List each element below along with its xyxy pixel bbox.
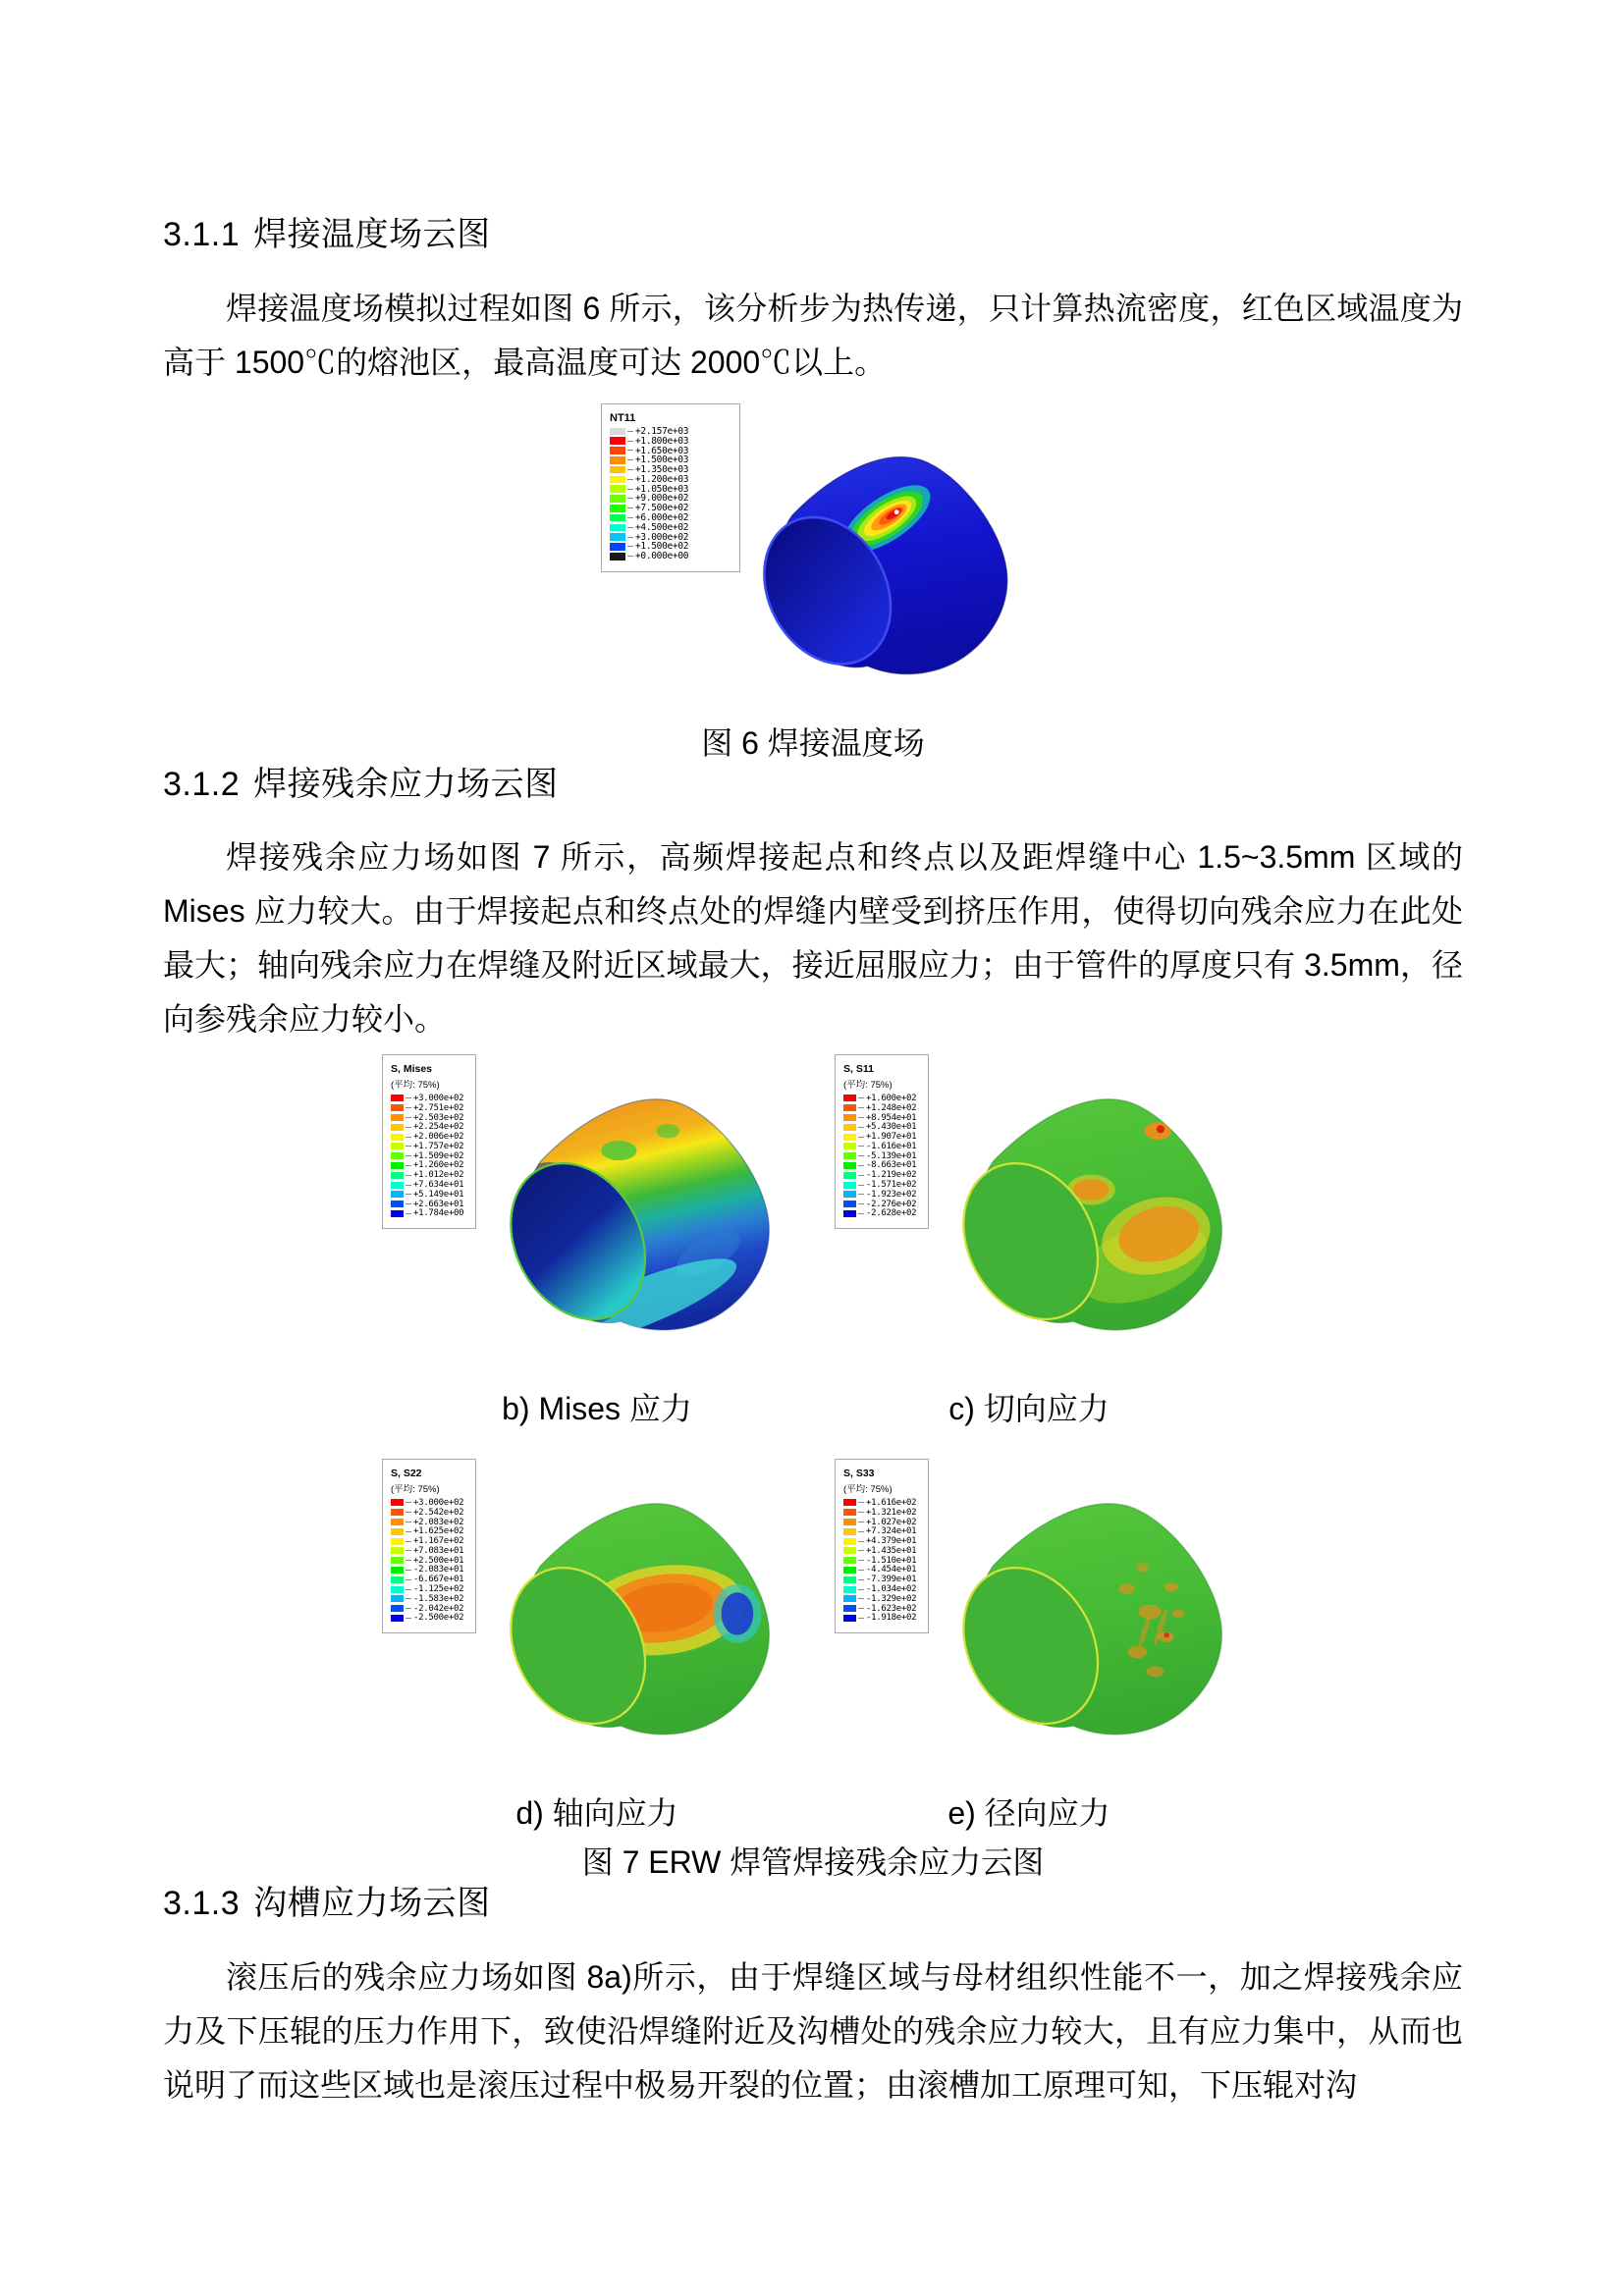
legend-swatch [610,543,625,551]
legend-swatch [610,437,625,445]
figure-6-caption: 图 6 焊接温度场 [701,724,925,761]
legend-value: +2.006e+02 [413,1132,464,1143]
legend-entry [391,1614,467,1624]
legend-swatch [610,495,625,503]
subfigure-labels-row-2 [381,1789,1245,1834]
legend-swatch [610,524,625,532]
legend-value: +1.800e+03 [635,435,689,447]
tangential-stress-pipe-image [935,1076,1244,1361]
legend-swatch [391,1182,404,1189]
legend-value: +1.600e+02 [866,1093,917,1103]
panel-mises [382,1054,791,1361]
legend-entry [391,1094,467,1103]
legend-swatch [391,1104,404,1111]
legend-subtitle: (平均: 75%) [843,1484,893,1495]
legend-swatch [843,1538,856,1545]
legend-value: -4.454e+01 [866,1565,917,1575]
legend-swatch [391,1191,404,1198]
legend-entry [391,1546,467,1556]
legend-swatch [391,1114,404,1121]
legend-swatch [843,1595,856,1602]
subfigure-labels-row-1 [381,1384,1245,1429]
legend-entry [391,1498,467,1508]
section-number: 3.1.1 [163,216,241,253]
legend-swatch [843,1191,856,1198]
legend-subtitle: (平均: 75%) [843,1080,893,1091]
legend-value: +1.907e+01 [866,1132,917,1143]
legend-entry [391,1190,467,1200]
legend-value: +2.751e+02 [413,1102,464,1113]
legend-swatch [843,1557,856,1564]
legend-value: +1.435e+01 [866,1545,917,1556]
legend-swatch [391,1152,404,1159]
legend-entry [843,1518,920,1527]
legend-swatch [843,1210,856,1217]
legend-value: +1.260e+02 [413,1160,464,1171]
section-heading-3-1-1 [163,214,1463,256]
legend-entry [843,1200,920,1209]
legend-swatch [391,1134,404,1141]
subfigure-label-b: b) Mises 应力 [502,1391,692,1426]
legend-swatch [843,1528,856,1535]
legend-value: -2.042e+02 [413,1603,464,1614]
legend-entry [843,1132,920,1142]
legend-entry [843,1113,920,1123]
legend-value: +2.254e+02 [413,1122,464,1133]
legend-swatch [843,1509,856,1516]
legend-rows [610,427,731,561]
legend-swatch [610,456,625,464]
legend-value: -1.329e+02 [866,1593,917,1604]
section-title: 沟槽应力场云图 [253,1885,491,1922]
panel-s22 [382,1459,791,1765]
legend-value: +9.000e+02 [635,493,689,505]
legend-swatch [391,1499,404,1506]
legend-entry [391,1161,467,1171]
legend-entry [391,1594,467,1604]
legend-value: +2.083e+02 [413,1517,464,1527]
section-heading-3-1-2 [163,764,1463,806]
section-title: 焊接残余应力场云图 [253,765,559,803]
legend-rows [391,1498,467,1623]
legend-value: +7.083e+01 [413,1545,464,1556]
legend-entry [391,1103,467,1113]
legend-swatch [843,1134,856,1141]
legend-entry [391,1556,467,1566]
legend-entry [843,1614,920,1624]
legend-entry [843,1566,920,1575]
legend-swatch [843,1499,856,1506]
legend-swatch [391,1143,404,1149]
legend-value: +1.509e+02 [413,1150,464,1161]
s33-legend [835,1459,929,1633]
legend-swatch [843,1201,856,1207]
legend-swatch [391,1528,404,1535]
legend-value: -5.139e+01 [866,1150,917,1161]
nt11-legend [601,403,740,572]
legend-swatch [391,1547,404,1554]
legend-entry [843,1190,920,1200]
legend-value: +1.350e+03 [635,464,689,476]
legend-subtitle: (平均: 75%) [391,1484,440,1495]
legend-value: +5.149e+01 [413,1189,464,1200]
legend-value: +8.954e+01 [866,1112,917,1123]
legend-swatch [610,428,625,436]
legend-value: -1.623e+02 [866,1603,917,1614]
mises-legend [382,1054,476,1229]
legend-swatch [843,1162,856,1169]
legend-swatch [843,1567,856,1574]
legend-value: +7.500e+02 [635,503,689,514]
legend-value: -1.918e+02 [866,1613,917,1624]
s11-legend [835,1054,929,1229]
legend-value: +4.379e+01 [866,1536,917,1547]
legend-value: +4.500e+02 [635,521,689,533]
legend-swatch [843,1615,856,1622]
legend-title: S, S22 [391,1468,422,1479]
legend-entry [391,1508,467,1518]
legend-swatch [610,533,625,541]
panel-s11 [835,1054,1244,1361]
legend-entry [391,1151,467,1161]
legend-swatch [391,1519,404,1525]
legend-entry [391,1142,467,1151]
legend-subtitle: (平均: 75%) [391,1080,440,1091]
legend-swatch [610,514,625,522]
section-heading-3-1-3 [163,1883,1463,1925]
legend-swatch [391,1605,404,1612]
legend-swatch [843,1104,856,1111]
legend-rows [843,1094,920,1218]
legend-entry [843,1604,920,1614]
legend-swatch [391,1172,404,1179]
legend-swatch [391,1509,404,1516]
legend-swatch [391,1615,404,1622]
legend-swatch [391,1201,404,1207]
legend-rows [391,1094,467,1218]
legend-title: S, Mises [391,1063,433,1075]
legend-entry [843,1546,920,1556]
legend-entry [391,1604,467,1614]
legend-value: -1.571e+02 [866,1180,917,1191]
section-number: 3.1.3 [163,1885,241,1922]
legend-swatch [391,1567,404,1574]
legend-value: +1.500e+02 [635,541,689,553]
legend-value: +1.321e+02 [866,1507,917,1518]
legend-entry [843,1209,920,1219]
legend-value: +3.000e+02 [635,531,689,543]
legend-swatch [843,1095,856,1101]
legend-swatch [843,1519,856,1525]
legend-swatch [610,485,625,493]
legend-swatch [391,1538,404,1545]
legend-swatch [391,1095,404,1101]
legend-entry [391,1575,467,1584]
legend-value: +0.000e+00 [635,551,689,562]
legend-entry [391,1518,467,1527]
figure-7 [163,1054,1463,1883]
legend-entry [391,1113,467,1123]
subfigure-label-c: c) 切向应力 [948,1391,1110,1426]
body-paragraph-1: 焊接温度场模拟过程如图 6 所示，该分析步为热传递，只计算热流密度，红色区域温度为高于 1500℃的熔池区，最高温度可达 2000℃以上。 [163,290,1463,380]
legend-value: +6.000e+02 [635,512,689,524]
legend-value: -2.083e+01 [413,1565,464,1575]
legend-entry [391,1526,467,1536]
legend-entry [843,1122,920,1132]
legend-swatch [843,1547,856,1554]
legend-entry [391,1170,467,1180]
legend-value: -8.663e+01 [866,1160,917,1171]
legend-value: +7.324e+01 [866,1526,917,1537]
legend-entry [843,1142,920,1151]
mises-stress-pipe-image [482,1076,791,1361]
legend-swatch [843,1124,856,1131]
legend-value: +2.542e+02 [413,1507,464,1518]
legend-swatch [391,1210,404,1217]
legend-value: +7.634e+01 [413,1180,464,1191]
legend-entry [391,1122,467,1132]
legend-entry [843,1170,920,1180]
legend-title: NT11 [610,411,636,424]
legend-swatch [391,1124,404,1131]
legend-value: +2.663e+01 [413,1199,464,1209]
temperature-field-pipe-image [740,429,1025,709]
legend-value: +5.430e+01 [866,1122,917,1133]
body-paragraph-2: 焊接残余应力场如图 7 所示，高频焊接起点和终点以及距焊缝中心 1.5~3.5mm 区域的 Mises 应力较大。由于焊接起点和终点处的焊缝内壁受到挤压作用，使得切向残余应力在此处最大；轴向残余应力在焊缝及附近区域最大，接近屈服应力；由于管件的厚度只有 3.5mm，径向参残余应力较小。 [163,839,1463,1037]
legend-value: -1.616e+01 [866,1141,917,1151]
legend-value: +3.000e+02 [413,1093,464,1103]
legend-swatch [391,1576,404,1583]
legend-swatch [610,476,625,484]
legend-swatch [843,1172,856,1179]
legend-entry [843,1594,920,1604]
legend-value: +1.784e+00 [413,1208,464,1219]
legend-entry [391,1209,467,1219]
legend-value: -1.923e+02 [866,1189,917,1200]
legend-value: +1.027e+02 [866,1517,917,1527]
legend-entry [843,1103,920,1113]
legend-swatch [843,1152,856,1159]
section-title: 焊接温度场云图 [253,216,491,253]
legend-swatch [843,1576,856,1583]
legend-value: +2.503e+02 [413,1112,464,1123]
legend-value: +1.757e+02 [413,1141,464,1151]
legend-value: +1.012e+02 [413,1170,464,1181]
legend-value: +1.200e+03 [635,473,689,485]
legend-value: +1.248e+02 [866,1102,917,1113]
legend-value: +1.616e+02 [866,1497,917,1508]
legend-swatch [391,1595,404,1602]
legend-entry [843,1161,920,1171]
legend-value: -1.583e+02 [413,1593,464,1604]
legend-swatch [843,1143,856,1149]
legend-value: +1.167e+02 [413,1536,464,1547]
legend-entry [391,1132,467,1142]
legend-entry [843,1575,920,1584]
legend-value: +1.650e+03 [635,445,689,456]
legend-swatch [843,1605,856,1612]
section-number: 3.1.2 [163,765,241,803]
legend-value: -1.125e+02 [413,1584,464,1595]
legend-entry [391,1200,467,1209]
legend-value: -1.219e+02 [866,1170,917,1181]
figure-6 [163,403,1463,764]
legend-entry [843,1151,920,1161]
legend-rows [843,1498,920,1623]
legend-value: -1.510e+01 [866,1555,917,1566]
subfigure-label-e: e) 径向应力 [947,1795,1110,1831]
legend-value: -1.034e+02 [866,1584,917,1595]
legend-swatch [610,466,625,474]
legend-value: +1.625e+02 [413,1526,464,1537]
legend-value: -7.399e+01 [866,1575,917,1585]
legend-entry [843,1508,920,1518]
legend-entry [391,1536,467,1546]
legend-entry [843,1526,920,1536]
legend-value: +2.157e+03 [635,425,689,437]
legend-swatch [610,553,625,561]
radial-stress-pipe-image [935,1480,1244,1765]
legend-swatch [391,1557,404,1564]
legend-entry [843,1536,920,1546]
legend-value: -2.628e+02 [866,1208,917,1219]
legend-entry [843,1584,920,1594]
legend-entry [391,1180,467,1190]
subfigure-label-d: d) 轴向应力 [515,1795,678,1831]
legend-value: +2.500e+01 [413,1555,464,1566]
legend-entry [843,1498,920,1508]
legend-value: -6.667e+01 [413,1575,464,1585]
legend-swatch [391,1162,404,1169]
legend-title: S, S11 [843,1063,874,1075]
figure-7-caption: 图 7 ERW 焊管焊接残余应力云图 [581,1844,1045,1880]
legend-entry [843,1094,920,1103]
body-paragraph-3: 滚压后的残余应力场如图 8a)所示，由于焊缝区域与母材组织性能不一，加之焊接残余应力及下压辊的压力作用下，致使沿焊缝附近及沟槽处的残余应力较大，且有应力集中，从而也说明了而这些区域也是滚压过程中极易开裂的位置；由滚槽加工原理可知，下压辊对沟 [163,1958,1463,2103]
s22-legend [382,1459,476,1633]
legend-value: -2.276e+02 [866,1199,917,1209]
legend-swatch [843,1586,856,1593]
axial-stress-pipe-image [482,1480,791,1765]
legend-entry [843,1556,920,1566]
legend-entry [610,552,731,561]
legend-swatch [843,1182,856,1189]
legend-swatch [610,447,625,454]
legend-swatch [843,1114,856,1121]
legend-entry [843,1180,920,1190]
legend-value: -2.500e+02 [413,1613,464,1624]
legend-title: S, S33 [843,1468,875,1479]
legend-entry [391,1584,467,1594]
legend-swatch [610,505,625,512]
legend-swatch [391,1586,404,1593]
panel-s33 [835,1459,1244,1765]
legend-value: +1.050e+03 [635,483,689,495]
legend-entry [391,1566,467,1575]
legend-value: +1.500e+03 [635,454,689,466]
legend-value: +3.000e+02 [413,1497,464,1508]
